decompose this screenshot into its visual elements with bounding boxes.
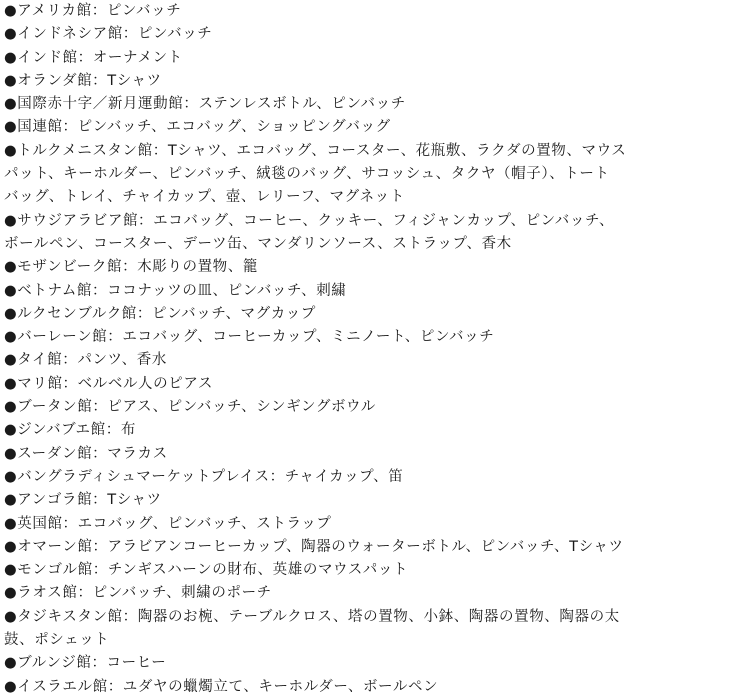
list-line: パット、キーホルダー、ピンバッチ、絨毯のバッグ、サコッシュ、タクヤ（帽子）、トート xyxy=(4,166,610,183)
list-line: ●トルクメニスタン館：Tシャツ、エコバッグ、コースター、花瓶敷、ラクダの置物、マウス xyxy=(4,142,627,159)
list-line: ●タジキスタン館：陶器のお椀、テーブルクロス、塔の置物、小鉢、陶器の置物、陶器の太 xyxy=(4,608,620,625)
list-line: ●国際赤十字／新月運動館：ステンレスボトル、ピンバッチ xyxy=(4,96,406,113)
list-line: ●タイ館：パンツ、香水 xyxy=(4,352,167,369)
list-line: ●ジンバブエ館：布 xyxy=(4,422,136,439)
list-line: ●マリ館：ベルベル人のピアス xyxy=(4,375,213,392)
list-line: ●バングラディシュマーケットプレイス：チャイカップ、笛 xyxy=(4,468,404,485)
list-line: ●スーダン館：マラカス xyxy=(4,445,168,462)
list-line: バッグ、トレイ、チャイカップ、壺、レリーフ、マグネット xyxy=(4,189,405,206)
list-line: ●ブータン館：ピアス、ピンバッチ、シンギングボウル xyxy=(4,399,376,416)
list-line: ●アメリカ館：ピンバッチ xyxy=(4,3,182,19)
list-line: ボールペン、コースター、デーツ缶、マンダリンソース、ストラップ、香木 xyxy=(4,235,512,252)
list-line: ●ルクセンブルク館：ピンバッチ、マグカップ xyxy=(4,305,316,322)
list-line: ●ラオス館：ピンバッチ、刺繍のポーチ xyxy=(4,585,272,602)
list-line: ●国連館：ピンバッチ、エコバッグ、ショッピングバッグ xyxy=(4,119,391,136)
list-line: ●アンゴラ館：Tシャツ xyxy=(4,492,162,509)
list-line: 鼓、ポシェット xyxy=(4,632,110,649)
list-line: ●イスラエル館：ユダヤの蠟燭立て、キーホルダー、ボールペン xyxy=(4,678,439,695)
list-line: ●サウジアラビア館：エコバッグ、コーヒー、クッキー、フィジャンカップ、ピンバッチ、 xyxy=(4,212,615,229)
list-line: ●英国館：エコバッグ、ピンバッチ、ストラップ xyxy=(4,515,332,532)
list-line: ●バーレーン館：エコバッグ、コーヒーカップ、ミニノート、ピンバッチ xyxy=(4,329,495,346)
list-line: ●インドネシア館：ピンバッチ xyxy=(4,26,213,43)
list-line: ●モザンビーク館：木彫りの置物、籠 xyxy=(4,259,258,276)
pavilion-goods-list xyxy=(4,0,726,699)
list-line: ●オマーン館：アラビアンコーヒーカップ、陶器のウォーターボトル、ピンバッチ、Tシャツ xyxy=(4,538,624,555)
list-line: ●インド館：オーナメント xyxy=(4,49,183,66)
list-line: ●ブルンジ館：コーヒー xyxy=(4,655,167,672)
list-line: ●ベトナム館：ココナッツの皿、ピンバッチ、刺繍 xyxy=(4,282,347,299)
list-line: ●モンゴル館：チンギスハーンの財布、英雄のマウスパット xyxy=(4,562,409,579)
list-line: ●オランダ館：Tシャツ xyxy=(4,72,162,89)
